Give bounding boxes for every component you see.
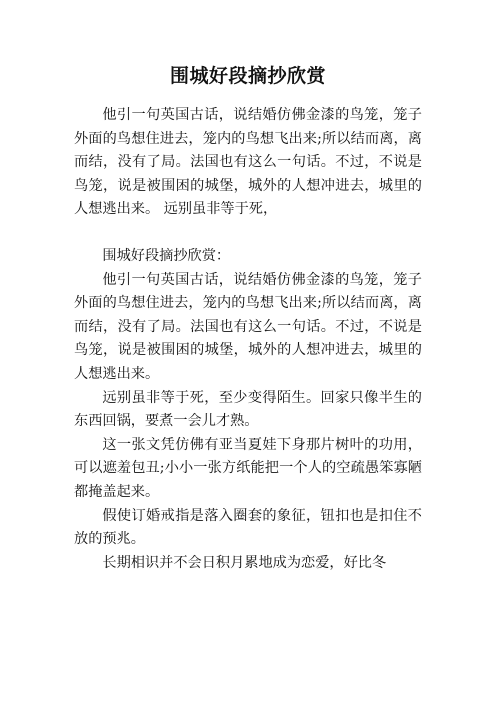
paragraph-diploma: 这一张文凭仿佛有亚当夏娃下身那片树叶的功用，可以遮羞包丑;小小一张方纸能把一个人的空疏愚笨寡陋都掩盖起来。 <box>74 436 422 500</box>
paragraph-bird-cage: 他引一句英国古话，说结婚仿佛金漆的鸟笼，笼子外面的鸟想住进去，笼内的鸟想飞出来;所以结而离，离而结，没有了局。法国也有这么一句话。不过，不说是鸟笼，说是被围困的城堡，城外的人想冲进去，城里的人想逃出来。 <box>74 271 422 382</box>
paragraph-distance: 远别虽非等于死，至少变得陌生。回家只像半生的东西回锅，要煮一会儿才熟。 <box>74 389 422 430</box>
section-heading: 围城好段摘抄欣赏： <box>102 247 231 264</box>
paragraph-intro: 他引一句英国古话，说结婚仿佛金漆的鸟笼，笼子外面的鸟想住进去，笼内的鸟想飞出来;所以结而离，离而结，没有了局。法国也有这么一句话。不过，不说是鸟笼，说是被围困的城堡，城外的人想冲进去，城里的人想逃出来。 远别虽非等于死， <box>74 107 422 218</box>
paragraph-ring: 假使订婚戒指是落入圈套的象征，钮扣也是扣住不放的预兆。 <box>74 507 422 548</box>
document-title: 围城好段摘抄欣赏 <box>169 65 326 87</box>
paragraph-acquaintance: 长期相识并不会日积月累地成为恋爱，好比冬 <box>102 554 387 571</box>
